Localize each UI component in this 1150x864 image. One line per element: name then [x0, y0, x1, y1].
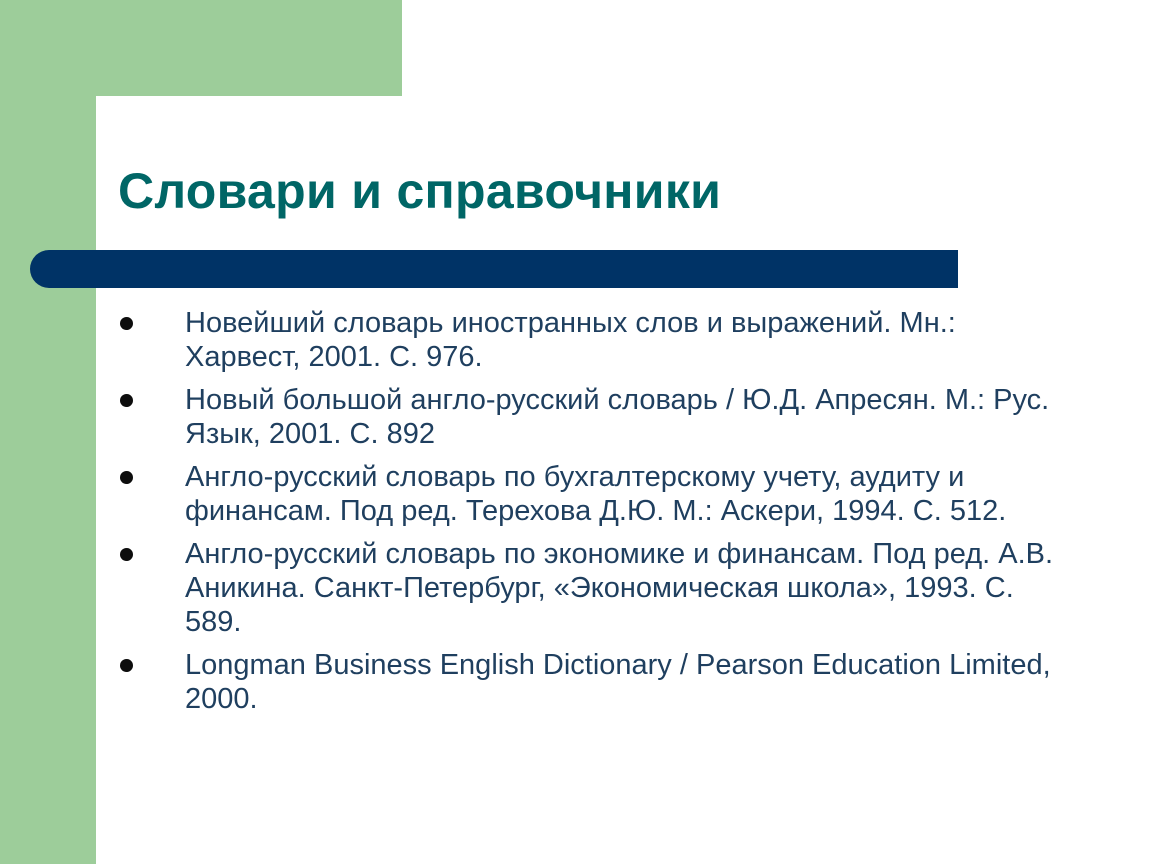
bibliography-list: [0, 306, 1150, 725]
list-item-text: Новый большой англо-русский словарь / Ю.Д. Апресян. М.: Рус. Язык, 2001. С. 892: [185, 384, 1050, 450]
list-item-text: Англо-русский словарь по бухгалтерскому учету, аудиту и финансам. Под ред. Терехова Д.Ю. М.: Аскери, 1994. С. 512.: [185, 461, 1007, 527]
list-item-text: Longman Business English Dictionary / Pearson Education Limited, 2000.: [185, 649, 1051, 715]
list-item: [0, 383, 1150, 451]
bullet-icon: [120, 317, 133, 330]
list-item: [0, 648, 1150, 716]
list-item-text: Новейший словарь иностранных слов и выражений. Мн.: Харвест, 2001. С. 976.: [185, 307, 956, 373]
bullet-icon: [120, 548, 133, 561]
list-item-text: Англо-русский словарь по экономике и финансам. Под ред. А.В. Аникина. Санкт-Петербург, «Экономическая школа», 1993. С. 589.: [185, 538, 1054, 638]
list-item: [0, 306, 1150, 374]
slide-title: Словари и справочники: [118, 163, 722, 219]
bullet-icon: [120, 394, 133, 407]
list-item: [0, 537, 1150, 639]
bullet-icon: [120, 471, 133, 484]
bullet-icon: [120, 659, 133, 672]
list-item: [0, 460, 1150, 528]
title-underline-bar: [30, 250, 958, 288]
